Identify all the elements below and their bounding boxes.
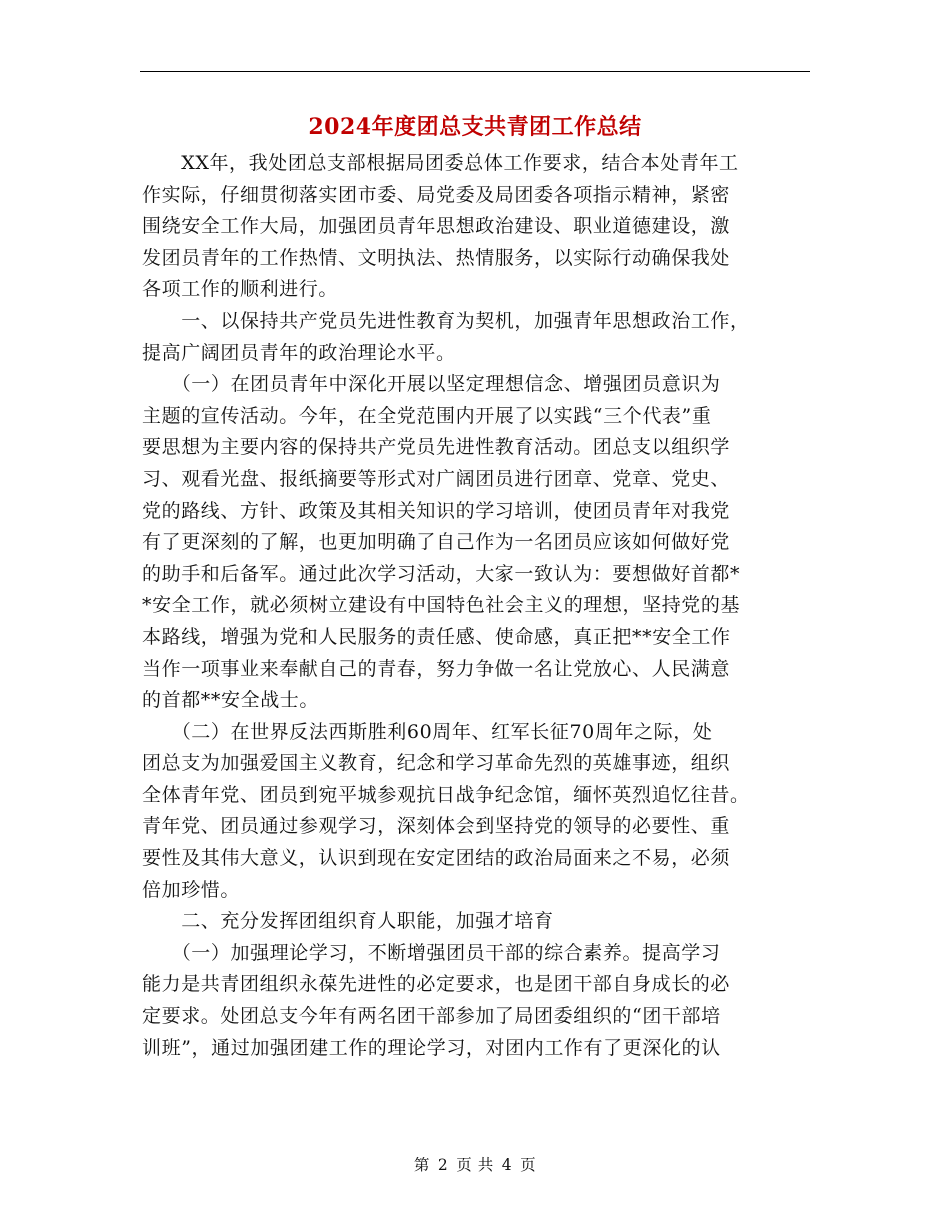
- body-line: 有了更深刻的了解，也更加明确了自己作为一名团员应该如何做好党: [142, 531, 731, 554]
- body-line: 要思想为主要内容的保持共产党员先进性教育活动。团总支以组织学: [142, 436, 731, 459]
- body-line: 要性及其伟大意义，认识到现在安定团结的政治局面来之不易，必须: [142, 847, 731, 870]
- body-line: （一）加强理论学习，不断增强团员干部的综合素养。提高学习: [142, 941, 721, 964]
- body-line: （一）在团员青年中深化开展以坚定理想信念、增强团员意识为: [142, 373, 721, 396]
- body-line: 青年党、团员通过参观学习，深刻体会到坚持党的领导的必要性、重: [142, 815, 731, 838]
- body-line: 一、以保持共产党员先进性教育为契机，加强青年思想政治工作，: [142, 309, 750, 332]
- body-line: 倍加珍惜。: [142, 878, 241, 901]
- body-line: 二、充分发挥团组织育人职能，加强才培育: [142, 910, 554, 933]
- footer-suffix: 页: [520, 1156, 537, 1174]
- footer-total-pages: 4: [501, 1156, 513, 1174]
- body-line: 提高广阔团员青年的政治理论水平。: [142, 341, 456, 364]
- body-line: 本路线，增强为党和人民服务的责任感、使命感，真正把**安全工作: [142, 625, 731, 648]
- body-line: 各项工作的顺利进行。: [142, 278, 339, 301]
- body-line: 作实际，仔细贯彻落实团市委、局党委及局团委各项指示精神，紧密: [142, 183, 731, 206]
- body-line: （二）在世界反法西斯胜利60周年、红军长征70周年之际，处: [142, 720, 713, 743]
- body-line: 训班”，通过加强团建工作的理论学习，对团内工作有了更深化的认: [142, 1036, 721, 1059]
- document-body: [142, 148, 814, 1064]
- body-line: 主题的宣传活动。今年，在全党范围内开展了以实践“三个代表”重: [142, 404, 712, 427]
- body-line: 发团员青年的工作热情、文明执法、热情服务，以实际行动确保我处: [142, 246, 731, 269]
- body-line: 定要求。处团总支今年有两名团干部参加了局团委组织的“团干部培: [142, 1005, 721, 1028]
- footer-middle: 页 共: [456, 1156, 494, 1174]
- document-title: 2024年度团总支共青团工作总结: [308, 114, 642, 140]
- page-footer: [0, 1153, 950, 1175]
- header-rule: [140, 71, 810, 72]
- body-line: *安全工作，就必须树立建设有中国特色社会主义的理想，坚持党的基: [142, 594, 741, 617]
- body-line: 党的路线、方针、政策及其相关知识的学习培训，使团员青年对我党: [142, 499, 731, 522]
- footer-page-number: 2: [437, 1156, 449, 1174]
- body-line: 当作一项事业来奉献自己的青春，努力争做一名让党放心、人民满意: [142, 657, 731, 680]
- body-line: XX年，我处团总支部根据局团委总体工作要求，结合本处青年工: [142, 152, 739, 174]
- body-line: 团总支为加强爱国主义教育，纪念和学习革命先烈的英雄事迹，组织: [142, 752, 731, 775]
- body-line: 围绕安全工作大局，加强团员青年思想政治建设、职业道德建设，激: [142, 215, 731, 238]
- body-line: 全体青年党、团员到宛平城参观抗日战争纪念馆，缅怀英烈追忆往昔。: [142, 783, 750, 806]
- body-line: 的首都**安全战士。: [142, 689, 320, 712]
- body-line: 的助手和后备军。通过此次学习活动，大家一致认为：要想做好首都*: [142, 562, 741, 585]
- body-line: 能力是共青团组织永葆先进性的必定要求，也是团干部自身成长的必: [142, 973, 731, 996]
- body-line: 习、观看光盘、报纸摘要等形式对广阔团员进行团章、党章、党史、: [142, 467, 731, 490]
- footer-prefix: 第: [413, 1156, 430, 1174]
